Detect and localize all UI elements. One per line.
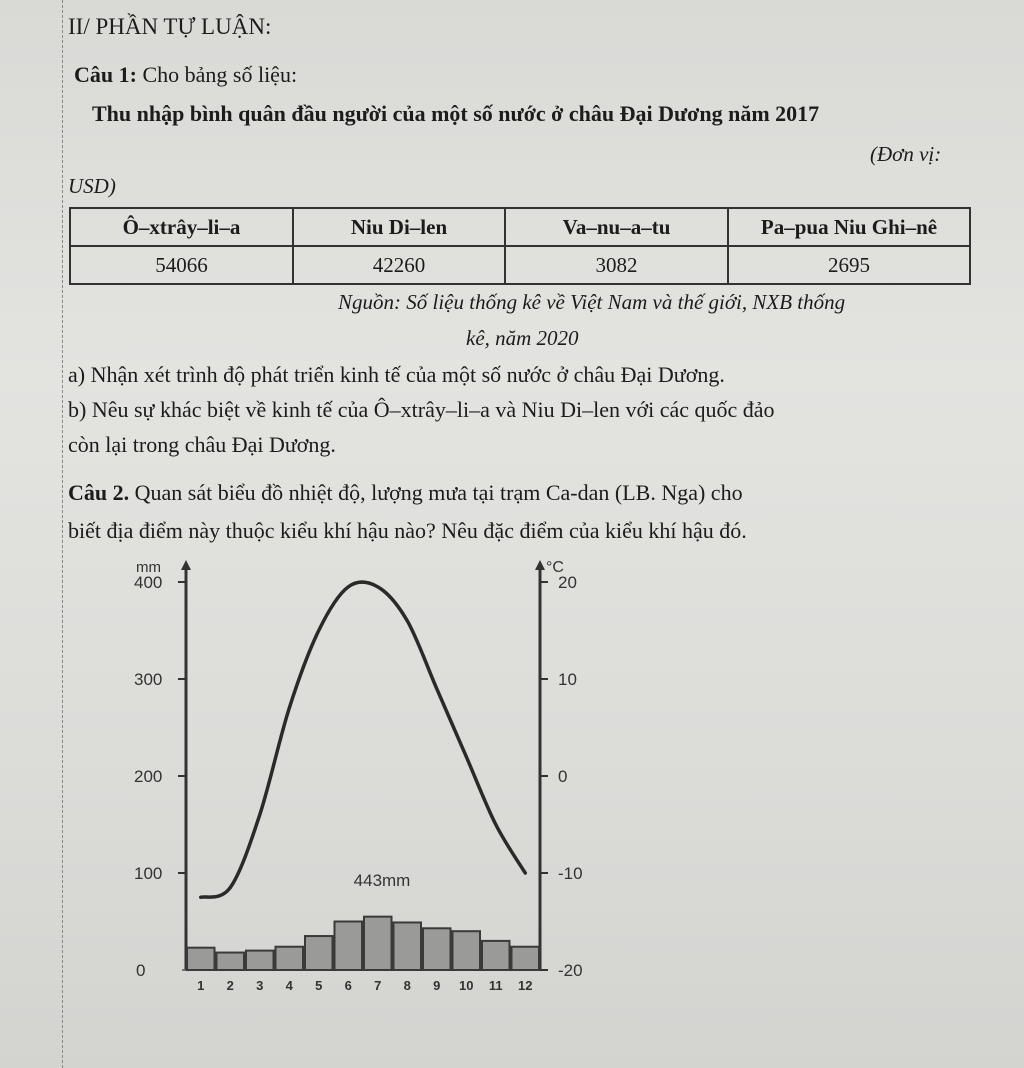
rainfall-bar bbox=[394, 922, 422, 970]
table-header-row bbox=[70, 208, 970, 246]
month-label: 12 bbox=[518, 978, 533, 993]
right-axis-tick-label: 10 bbox=[558, 670, 577, 689]
question1-intro bbox=[74, 62, 297, 88]
question1-part-a: a) Nhận xét trình độ phát triển kinh tế của một số nước ở châu Đại Dương. bbox=[68, 362, 725, 387]
left-axis-tick-label: 200 bbox=[134, 767, 163, 786]
question1-part-b-continued: còn lại trong châu Đại Dương. bbox=[68, 432, 336, 457]
table-title: Thu nhập bình quân đầu người của một số nước ở châu Đại Dương năm 2017 bbox=[92, 101, 820, 126]
month-label: 3 bbox=[256, 978, 264, 993]
month-label: 5 bbox=[315, 978, 323, 993]
rainfall-bar bbox=[423, 928, 451, 970]
page-margin-line bbox=[62, 0, 63, 1068]
left-axis-tick-label: 0 bbox=[136, 961, 146, 980]
question2-text-continued: biết địa điểm này thuộc kiểu khí hậu nào? Nêu đặc điểm của kiểu khí hậu đó. bbox=[68, 518, 747, 543]
table-header-cell: Ô–xtrây–li–a bbox=[70, 208, 293, 246]
rainfall-bar bbox=[364, 917, 392, 970]
table-header-cell: Niu Di–len bbox=[293, 208, 505, 246]
left-axis-tick-label: 100 bbox=[134, 864, 163, 883]
question1-part-b: b) Nêu sự khác biệt về kinh tế của Ô–xtrây–li–a và Niu Di–len với các quốc đảo bbox=[68, 397, 775, 422]
table-header-cell: Pa–pua Niu Ghi–nê bbox=[728, 208, 970, 246]
rainfall-bar bbox=[246, 951, 274, 970]
source-note: Nguồn: Số liệu thống kê về Việt Nam và thế giới, NXB thống bbox=[338, 290, 846, 314]
month-label: 9 bbox=[433, 978, 441, 993]
month-label: 4 bbox=[285, 978, 293, 993]
right-axis-tick-label: 0 bbox=[558, 767, 568, 786]
right-axis-tick-label: -20 bbox=[558, 961, 583, 980]
question2-label: Câu 2. bbox=[68, 480, 130, 505]
month-label: 7 bbox=[374, 978, 382, 993]
rainfall-bar bbox=[187, 948, 215, 970]
month-label: 1 bbox=[197, 978, 205, 993]
right-axis-unit-label: °C bbox=[546, 559, 564, 576]
month-label: 11 bbox=[488, 978, 503, 993]
right-axis-arrow bbox=[535, 560, 545, 570]
unit-label: (Đơn vị: bbox=[870, 142, 942, 166]
table-cell: 54066 bbox=[70, 246, 293, 284]
source-note-continued: kê, năm 2020 bbox=[466, 326, 579, 350]
income-table bbox=[69, 207, 971, 285]
question2-text bbox=[68, 480, 743, 506]
rainfall-bar bbox=[512, 947, 540, 970]
section-heading: II/ PHẦN TỰ LUẬN: bbox=[68, 14, 272, 39]
climate-chart bbox=[120, 550, 610, 1000]
left-axis-arrow bbox=[181, 560, 191, 570]
rainfall-bar bbox=[335, 922, 363, 971]
left-axis-tick-label: 300 bbox=[134, 670, 163, 689]
rainfall-bar bbox=[305, 936, 333, 970]
table-header-cell: Va–nu–a–tu bbox=[505, 208, 728, 246]
right-axis-tick-label: 20 bbox=[558, 573, 577, 592]
month-label: 2 bbox=[226, 978, 234, 993]
left-axis-tick-label: 400 bbox=[134, 573, 163, 592]
question1-label: Câu 1: bbox=[74, 62, 137, 87]
table-cell: 3082 bbox=[505, 246, 728, 284]
table-cell: 2695 bbox=[728, 246, 970, 284]
month-label: 6 bbox=[344, 978, 352, 993]
rainfall-bar bbox=[482, 941, 510, 970]
table-cell: 42260 bbox=[293, 246, 505, 284]
right-axis-tick-label: -10 bbox=[558, 864, 583, 883]
rainfall-bar bbox=[217, 953, 245, 970]
question1-intro-text: Cho bảng số liệu: bbox=[136, 62, 298, 87]
month-label: 8 bbox=[403, 978, 411, 993]
left-axis-unit-label: mm bbox=[136, 559, 161, 576]
month-label: 10 bbox=[459, 978, 474, 993]
rainfall-bar bbox=[453, 931, 481, 970]
temperature-line bbox=[201, 582, 526, 897]
rainfall-bar bbox=[276, 947, 304, 970]
unit-label-continued: USD) bbox=[68, 174, 116, 198]
total-rainfall-annotation: 443mm bbox=[353, 871, 411, 890]
question2-text-line1: Quan sát biểu đồ nhiệt độ, lượng mưa tại trạm Ca-dan (LB. Nga) cho bbox=[129, 480, 743, 505]
table-row bbox=[70, 246, 970, 284]
